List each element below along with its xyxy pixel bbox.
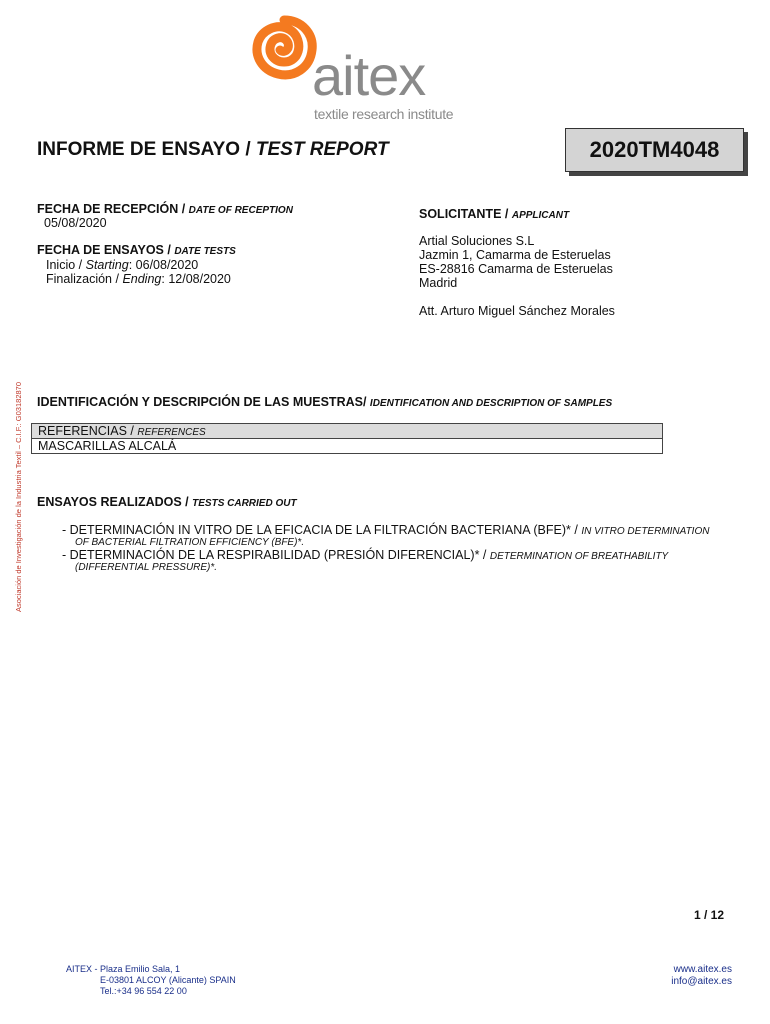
references-header-es: REFERENCIAS / — [38, 424, 134, 438]
footer-phone: Tel.:+34 96 554 22 00 — [100, 986, 187, 996]
report-title — [37, 139, 389, 161]
report-title-es: INFORME DE ENSAYO / — [37, 139, 251, 160]
logo-wordmark: aitex — [312, 44, 426, 107]
applicant-line: ES-28816 Camarma de Esteruelas — [419, 262, 613, 276]
references-header-row — [32, 424, 662, 439]
aitex-spiral-logo-icon — [250, 14, 318, 84]
footer-address — [66, 964, 236, 997]
test-item-en: DETERMINATION OF BREATHABILITY — [489, 551, 669, 562]
test-item-es: - DETERMINACIÓN IN VITRO DE LA EFICACIA DE LA FILTRACIÓN BACTERIANA (BFE)* / — [62, 523, 578, 537]
page-number: 1 / 12 — [693, 908, 724, 922]
references-value-row: MASCARILLAS ALCALÁ — [38, 439, 177, 453]
tests-heading-en: TESTS CARRIED OUT — [192, 498, 297, 509]
applicant-label — [419, 207, 569, 221]
tests-start-line — [46, 258, 198, 272]
report-title-en: TEST REPORT — [255, 139, 389, 160]
tests-heading — [37, 495, 297, 509]
applicant-line: Artial Soluciones S.L — [419, 234, 535, 248]
test-item-en-continued: (DIFFERENTIAL PRESSURE)*. — [75, 562, 218, 573]
samples-heading-en: IDENTIFICATION AND DESCRIPTION OF SAMPLES — [369, 398, 613, 409]
start-label-es: Inicio / — [46, 258, 83, 272]
references-header-en: REFERENCES — [137, 427, 206, 438]
references-table — [31, 423, 663, 454]
reception-label — [37, 202, 293, 216]
reception-label-en: DATE OF RECEPTION — [188, 205, 293, 216]
test-item-en-continued: OF BACTERIAL FILTRATION EFFICIENCY (BFE)*. — [75, 537, 305, 548]
end-label-es: Finalización / — [46, 272, 119, 286]
tests-heading-es: ENSAYOS REALIZADOS / — [37, 495, 189, 509]
samples-heading — [37, 395, 612, 409]
start-date: : 06/08/2020 — [128, 258, 199, 272]
footer-email-link[interactable]: info@aitex.es — [671, 976, 732, 987]
samples-heading-es: IDENTIFICACIÓN Y DESCRIPCIÓN DE LAS MUESTRAS/ — [37, 395, 367, 409]
tests-end-line — [46, 272, 231, 286]
footer-address-line: E-03801 ALCOY (Alicante) SPAIN — [100, 975, 236, 985]
test-item-es: - DETERMINACIÓN DE LA RESPIRABILIDAD (PRESIÓN DIFERENCIAL)* / — [62, 548, 487, 562]
start-label-en: Starting — [85, 258, 129, 272]
reception-date: 05/08/2020 — [44, 216, 107, 230]
report-number-box: 2020TM4048 — [565, 128, 744, 172]
end-label-en: Ending — [122, 272, 162, 286]
logo-subtitle: textile research institute — [314, 106, 454, 122]
tests-dates-label — [37, 243, 236, 257]
applicant-attention: Att. Arturo Miguel Sánchez Morales — [419, 304, 615, 318]
tests-dates-label-en: DATE TESTS — [174, 246, 236, 257]
footer-contact — [640, 964, 732, 988]
applicant-line: Jazmin 1, Camarma de Esteruelas — [419, 248, 611, 262]
end-date: : 12/08/2020 — [161, 272, 231, 286]
applicant-address — [419, 234, 613, 290]
tests-dates-label-es: FECHA DE ENSAYOS / — [37, 243, 171, 257]
reception-label-es: FECHA DE RECEPCIÓN / — [37, 202, 186, 216]
applicant-label-es: SOLICITANTE / — [419, 207, 509, 221]
side-legal-text: Asociación de Investigación de la Industria Textil – C.I.F.: G03182870 — [14, 382, 23, 612]
test-item-en: IN VITRO DETERMINATION — [581, 526, 710, 537]
footer-web-link[interactable]: www.aitex.es — [673, 964, 732, 975]
applicant-label-en: APPLICANT — [511, 210, 570, 221]
applicant-line: Madrid — [419, 276, 458, 290]
footer-address-line: AITEX - Plaza Emilio Sala, 1 — [66, 964, 181, 974]
